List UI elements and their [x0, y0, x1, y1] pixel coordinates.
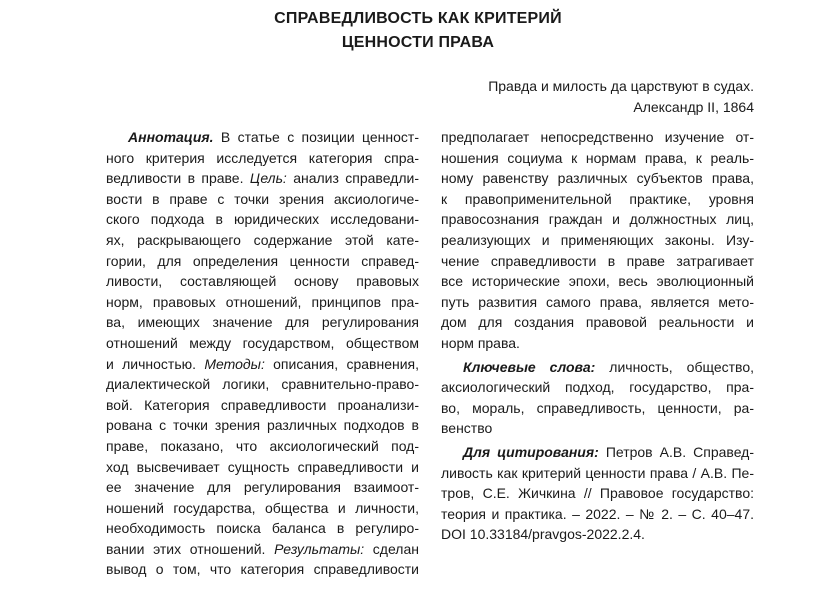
annotation-text: ведливости в праве.: [106, 170, 250, 187]
annotation-line: ход высвечивает сущность справедливости и: [106, 458, 419, 475]
annotation-line: праве, показано, что аксиологический под-: [106, 437, 419, 454]
results-label: Результаты:: [274, 540, 365, 557]
continuation-line: реализующих и применяющих законы. Изу-: [441, 231, 754, 248]
methods-label: Методы:: [204, 355, 265, 372]
annotation-line: норм, правовых отношений, принципов пра-: [106, 293, 419, 310]
annotation-line: вой. Категория справедливости проанализи-: [106, 396, 419, 413]
continuation-line: правосознания граждан и должностных лиц,: [441, 211, 754, 228]
annotation-line: [106, 354, 419, 375]
continuation-line: норм права.: [441, 334, 520, 351]
continuation-line: дом для создания правовой реальности и: [441, 314, 754, 331]
citation-line: DOI 10.33184/pravgos-2022.2.4.: [441, 526, 645, 543]
continuation-line: путь развития самого права, является мето-: [441, 293, 754, 310]
annotation-text: анализ справедли-: [286, 170, 419, 187]
article-title-line2: ЦЕННОСТИ ПРАВА: [341, 34, 495, 51]
keywords-line: аксиологический подход, государство, пра-: [441, 379, 754, 396]
annotation-label: Аннотация.: [128, 129, 214, 145]
annotation-text: описания, сравнения,: [264, 355, 419, 372]
continuation-line: все исторические эпохи, весь эволюционный: [441, 273, 754, 290]
annotation-line: необходимость поиска баланса в регулиро-: [106, 520, 419, 537]
annotation-line: вывод о том, что категория справедливости: [106, 561, 419, 578]
citation-text: Петров А.В. Справед-: [598, 443, 754, 460]
citation-line: ливость как критерий ценности права / А.В. Пе-: [441, 464, 754, 481]
annotation-text: сделан: [364, 540, 419, 557]
continuation-line: чение справедливости в праве затрагивает: [441, 252, 754, 269]
annotation-line: вости в праве с точки зрения аксиологиче-: [106, 190, 419, 207]
continuation-line: предполагает непосредственно изучение от-: [441, 129, 754, 145]
annotation-line: рована с точки зрения различных подходов в: [106, 417, 419, 434]
annotation-text: В статье с позиции ценност-: [213, 129, 419, 145]
epigraph-attribution: Александр II, 1864: [633, 99, 754, 115]
epigraph: [488, 76, 754, 118]
keywords-line: венство: [441, 420, 493, 437]
annotation-line: гории, для определения ценности справед-: [106, 252, 419, 269]
annotation-line: [106, 168, 419, 189]
annotation-line: ее значение для регулирования взаимоот-: [106, 479, 419, 496]
annotation-text: вании этих отношений.: [106, 540, 275, 557]
keywords-line: во, мораль, справедливость, ценности, ра-: [441, 399, 754, 416]
annotation-line: отношений между государством, обществом: [106, 334, 419, 351]
annotation-line: ного критерия исследуется категория спра-: [106, 149, 419, 166]
continuation-line: ношения социума к нормам права, к реаль-: [441, 149, 754, 166]
annotation-line: ва, имеющих значение для регулирования: [106, 314, 419, 331]
keywords-label: Ключевые слова:: [463, 358, 596, 375]
annotation-line: [106, 127, 419, 148]
annotation-line: ского подхода в юридических исследовани-: [106, 211, 419, 228]
keywords-line: [441, 357, 754, 378]
article-title-line1: СПРАВЕДЛИВОСТЬ КАК КРИТЕРИЙ: [274, 10, 562, 27]
annotation-line: ливости, составляющей основу правовых: [106, 273, 419, 290]
goal-label: Цель:: [249, 170, 287, 187]
epigraph-quote: Правда и милость да царствуют в судах.: [488, 78, 754, 94]
annotation-text: и личностью.: [106, 355, 205, 372]
citation-line: [441, 442, 754, 463]
annotation-line: ях, раскрывающего содержание этой кате-: [106, 231, 419, 248]
annotation-column: [106, 127, 419, 580]
citation-line: теория и практика. – 2022. – № 2. – С. 40–47.: [441, 505, 754, 522]
continuation-line: ному равенству различных субъектов права,: [441, 170, 754, 187]
annotation-line: ношений государства, общества и личности,: [106, 499, 419, 516]
continuation-line: к правоприменительной практике, уровня: [441, 190, 754, 207]
annotation-line: [106, 539, 419, 560]
citation-label: Для цитирования:: [463, 443, 599, 460]
citation-line: тров, С.Е. Жичкина // Правовое государство:: [441, 485, 754, 502]
keywords-text: личность, общество,: [595, 358, 754, 375]
annotation-line: диалектической логики, сравнительно-право-: [106, 376, 419, 393]
right-column: [441, 127, 754, 545]
